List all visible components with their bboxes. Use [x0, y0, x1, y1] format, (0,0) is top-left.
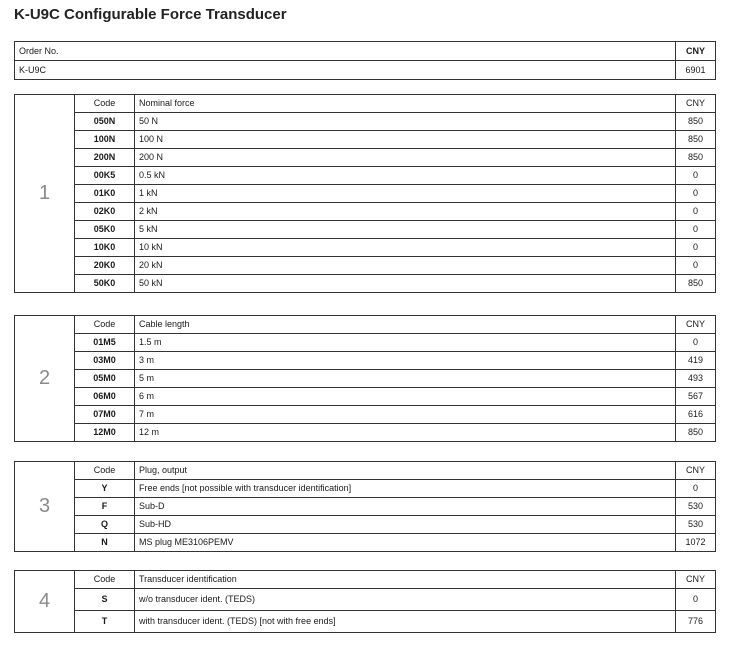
option-price: 850 [676, 424, 716, 442]
option-description: 5 kN [135, 221, 676, 239]
option-price: 0 [676, 221, 716, 239]
option-code: 05M0 [75, 370, 135, 388]
option-description: Sub-D [135, 498, 676, 516]
section-header-row [15, 571, 716, 589]
table-row [15, 149, 716, 167]
cny-header: CNY [676, 95, 716, 113]
description-header: Nominal force [135, 95, 676, 113]
option-description: 0.5 kN [135, 167, 676, 185]
option-description: 20 kN [135, 257, 676, 275]
section-number: 3 [15, 462, 75, 552]
option-code: 100N [75, 131, 135, 149]
option-price: 776 [676, 611, 716, 633]
option-description: 3 m [135, 352, 676, 370]
option-price: 419 [676, 352, 716, 370]
table-row [15, 611, 716, 633]
option-price: 567 [676, 388, 716, 406]
description-header: Transducer identification [135, 571, 676, 589]
option-description: w/o transducer ident. (TEDS) [135, 589, 676, 611]
option-code: F [75, 498, 135, 516]
section-4-table [14, 570, 716, 633]
table-row [15, 406, 716, 424]
option-price: 0 [676, 334, 716, 352]
option-description: 12 m [135, 424, 676, 442]
option-code: 05K0 [75, 221, 135, 239]
option-code: 10K0 [75, 239, 135, 257]
section-header-row [15, 462, 716, 480]
order-label: Order No. [15, 42, 676, 61]
option-price: 0 [676, 185, 716, 203]
option-price: 493 [676, 370, 716, 388]
section-header-row [15, 316, 716, 334]
cny-header: CNY [676, 462, 716, 480]
table-row [15, 388, 716, 406]
option-code: 01M5 [75, 334, 135, 352]
order-header-row [15, 42, 716, 61]
table-row [15, 257, 716, 275]
code-header: Code [75, 95, 135, 113]
section-header-row [15, 95, 716, 113]
option-price: 0 [676, 257, 716, 275]
option-price: 1072 [676, 534, 716, 552]
option-description: 7 m [135, 406, 676, 424]
description-header: Plug, output [135, 462, 676, 480]
option-description: 1 kN [135, 185, 676, 203]
table-row [15, 239, 716, 257]
option-description: 6 m [135, 388, 676, 406]
code-header: Code [75, 316, 135, 334]
section-number: 2 [15, 316, 75, 442]
table-row [15, 275, 716, 293]
option-code: 01K0 [75, 185, 135, 203]
option-price: 616 [676, 406, 716, 424]
code-header: Code [75, 462, 135, 480]
option-price: 0 [676, 203, 716, 221]
order-code: K-U9C [15, 61, 676, 80]
option-price: 530 [676, 498, 716, 516]
option-price: 530 [676, 516, 716, 534]
option-description: 50 N [135, 113, 676, 131]
table-row [15, 534, 716, 552]
option-code: 06M0 [75, 388, 135, 406]
table-row [15, 221, 716, 239]
section-number: 1 [15, 95, 75, 293]
table-row [15, 498, 716, 516]
page-title: K-U9C Configurable Force Transducer [14, 6, 287, 23]
option-description: 2 kN [135, 203, 676, 221]
option-price: 850 [676, 131, 716, 149]
option-description: Free ends [not possible with transducer identification] [135, 480, 676, 498]
table-row [15, 334, 716, 352]
section-1-table [14, 94, 716, 293]
option-code: 050N [75, 113, 135, 131]
option-code: 07M0 [75, 406, 135, 424]
cny-header: CNY [676, 316, 716, 334]
order-value-row [15, 61, 716, 80]
option-code: Q [75, 516, 135, 534]
table-row [15, 516, 716, 534]
option-code: 03M0 [75, 352, 135, 370]
order-cny-header: CNY [676, 42, 716, 61]
option-price: 850 [676, 113, 716, 131]
option-description: 100 N [135, 131, 676, 149]
table-row [15, 589, 716, 611]
option-description: Sub-HD [135, 516, 676, 534]
option-description: 200 N [135, 149, 676, 167]
option-price: 850 [676, 149, 716, 167]
option-price: 0 [676, 589, 716, 611]
option-code: S [75, 589, 135, 611]
option-code: 02K0 [75, 203, 135, 221]
option-code: Y [75, 480, 135, 498]
option-description: 10 kN [135, 239, 676, 257]
option-description: 1.5 m [135, 334, 676, 352]
section-2-table [14, 315, 716, 442]
option-price: 0 [676, 167, 716, 185]
code-header: Code [75, 571, 135, 589]
order-price: 6901 [676, 61, 716, 80]
option-code: T [75, 611, 135, 633]
option-description: 5 m [135, 370, 676, 388]
description-header: Cable length [135, 316, 676, 334]
section-number: 4 [15, 571, 75, 633]
option-description: MS plug ME3106PEMV [135, 534, 676, 552]
option-code: 00K5 [75, 167, 135, 185]
table-row [15, 424, 716, 442]
cny-header: CNY [676, 571, 716, 589]
table-row [15, 203, 716, 221]
table-row [15, 113, 716, 131]
table-row [15, 370, 716, 388]
table-row [15, 131, 716, 149]
option-description: 50 kN [135, 275, 676, 293]
option-code: N [75, 534, 135, 552]
section-3-table [14, 461, 716, 552]
option-code: 12M0 [75, 424, 135, 442]
option-price: 850 [676, 275, 716, 293]
order-table [14, 41, 716, 80]
table-row [15, 167, 716, 185]
table-row [15, 480, 716, 498]
option-code: 20K0 [75, 257, 135, 275]
option-price: 0 [676, 239, 716, 257]
option-code: 50K0 [75, 275, 135, 293]
table-row [15, 185, 716, 203]
table-row [15, 352, 716, 370]
option-price: 0 [676, 480, 716, 498]
option-description: with transducer ident. (TEDS) [not with free ends] [135, 611, 676, 633]
option-code: 200N [75, 149, 135, 167]
